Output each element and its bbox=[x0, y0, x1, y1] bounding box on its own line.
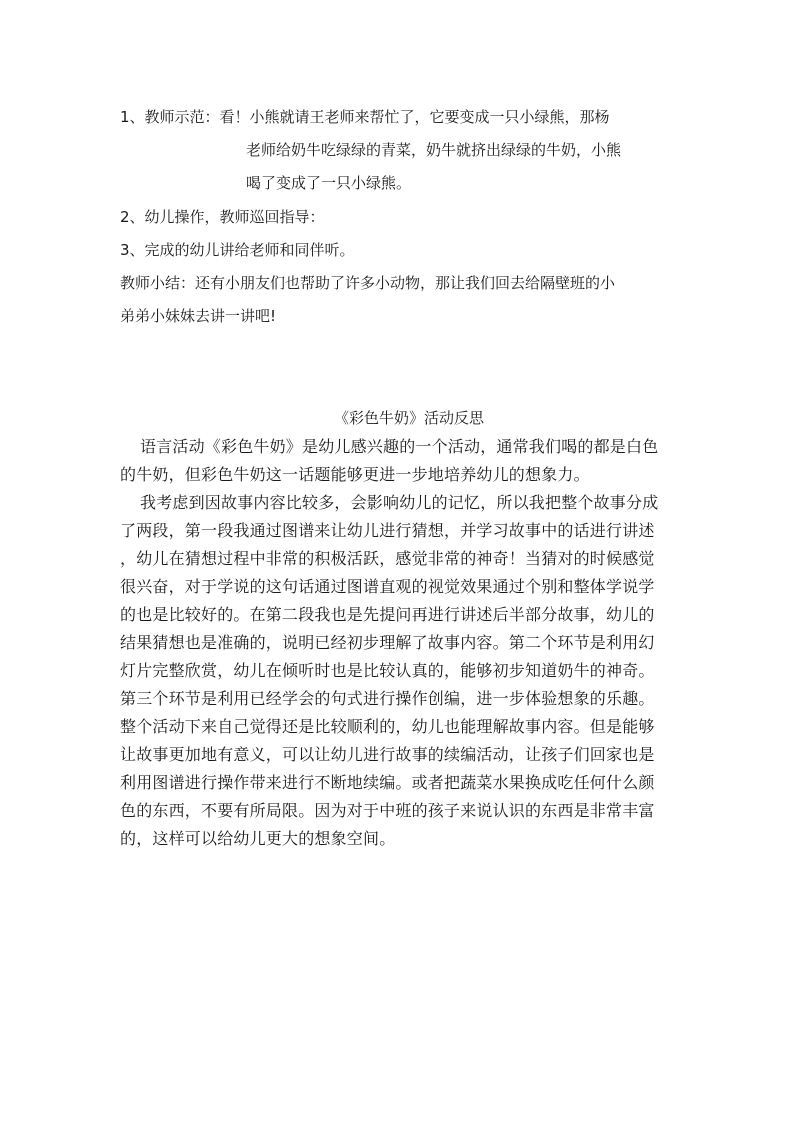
step1-line2: 老师给奶牛吃绿绿的青菜，奶牛就挤出绿绿的牛奶，小熊 bbox=[246, 141, 622, 159]
step1-line1: 1、教师示范：看！小熊就请王老师来帮忙了，它要变成一只小绿熊，那杨 bbox=[120, 108, 610, 126]
reflection-para2-line: 整个活动下来自己觉得还是比较顺利的，幼儿也能理解故事内容。但是能够 bbox=[120, 717, 655, 736]
summary-line2: 弟弟小妹妹去讲一讲吧! bbox=[120, 307, 277, 325]
reflection-para2-line: 了两段，第一段我通过图谱来让幼儿进行猜想，并学习故事中的话进行讲述 bbox=[120, 521, 655, 540]
reflection-para1-line: 语言活动《彩色牛奶》是幼儿感兴趣的一个活动，通常我们喝的都是白色 bbox=[140, 437, 659, 456]
reflection-para2-line: 利用图谱进行操作带来进行不断地续编。或者把蔬菜水果换成吃任何什么颜 bbox=[120, 773, 655, 792]
step2-text: 2、幼儿操作，教师巡回指导： bbox=[120, 208, 325, 226]
reflection-para2-line: 我考虑到因故事内容比较多，会影响幼儿的记忆，所以我把整个故事分成 bbox=[140, 493, 659, 512]
reflection-para1-line: 的牛奶，但彩色牛奶这一话题能够更进一步地培养幼儿的想象力。 bbox=[120, 465, 590, 484]
reflection-para2-line: 让故事更加地有意义，可以让幼儿进行故事的续编活动，让孩子们回家也是 bbox=[120, 745, 655, 764]
reflection-para2-line: ，幼儿在猜想过程中非常的积极活跃，感觉非常的神奇！当猜对的时候感觉 bbox=[120, 549, 655, 568]
step1-line3: 喝了变成了一只小绿熊。 bbox=[246, 174, 412, 192]
summary-line1: 教师小结：还有小朋友们也帮助了许多小动物，那让我们回去给隔壁班的小 bbox=[120, 274, 616, 292]
reflection-para2-line: 的也是比较好的。在第二段我也是先提问再进行讲述后半部分故事，幼儿的 bbox=[120, 605, 655, 624]
reflection-para2-line: 灯片完整欣赏，幼儿在倾听时也是比较认真的，能够初步知道奶牛的神奇。 bbox=[120, 661, 655, 680]
reflection-para2-line: 结果猜想也是准确的，说明已经初步理解了故事内容。第二个环节是利用幻 bbox=[120, 633, 655, 652]
reflection-title: 《彩色牛奶》活动反思 bbox=[333, 409, 484, 427]
step3-text: 3、完成的幼儿讲给老师和同伴听。 bbox=[120, 241, 355, 259]
reflection-para2-line: 第三个环节是利用已经学会的句式进行操作创编，进一步体验想象的乐趣。 bbox=[120, 689, 655, 708]
reflection-para2-line: 很兴奋，对于学说的这句话通过图谱直观的视觉效果通过个别和整体学说学 bbox=[120, 577, 655, 596]
reflection-para2-line: 色的东西，不要有所局限。因为对于中班的孩子来说认识的东西是非常丰富 bbox=[120, 801, 655, 820]
reflection-para2-line: 的，这样可以给幼儿更大的想象空间。 bbox=[120, 829, 396, 848]
